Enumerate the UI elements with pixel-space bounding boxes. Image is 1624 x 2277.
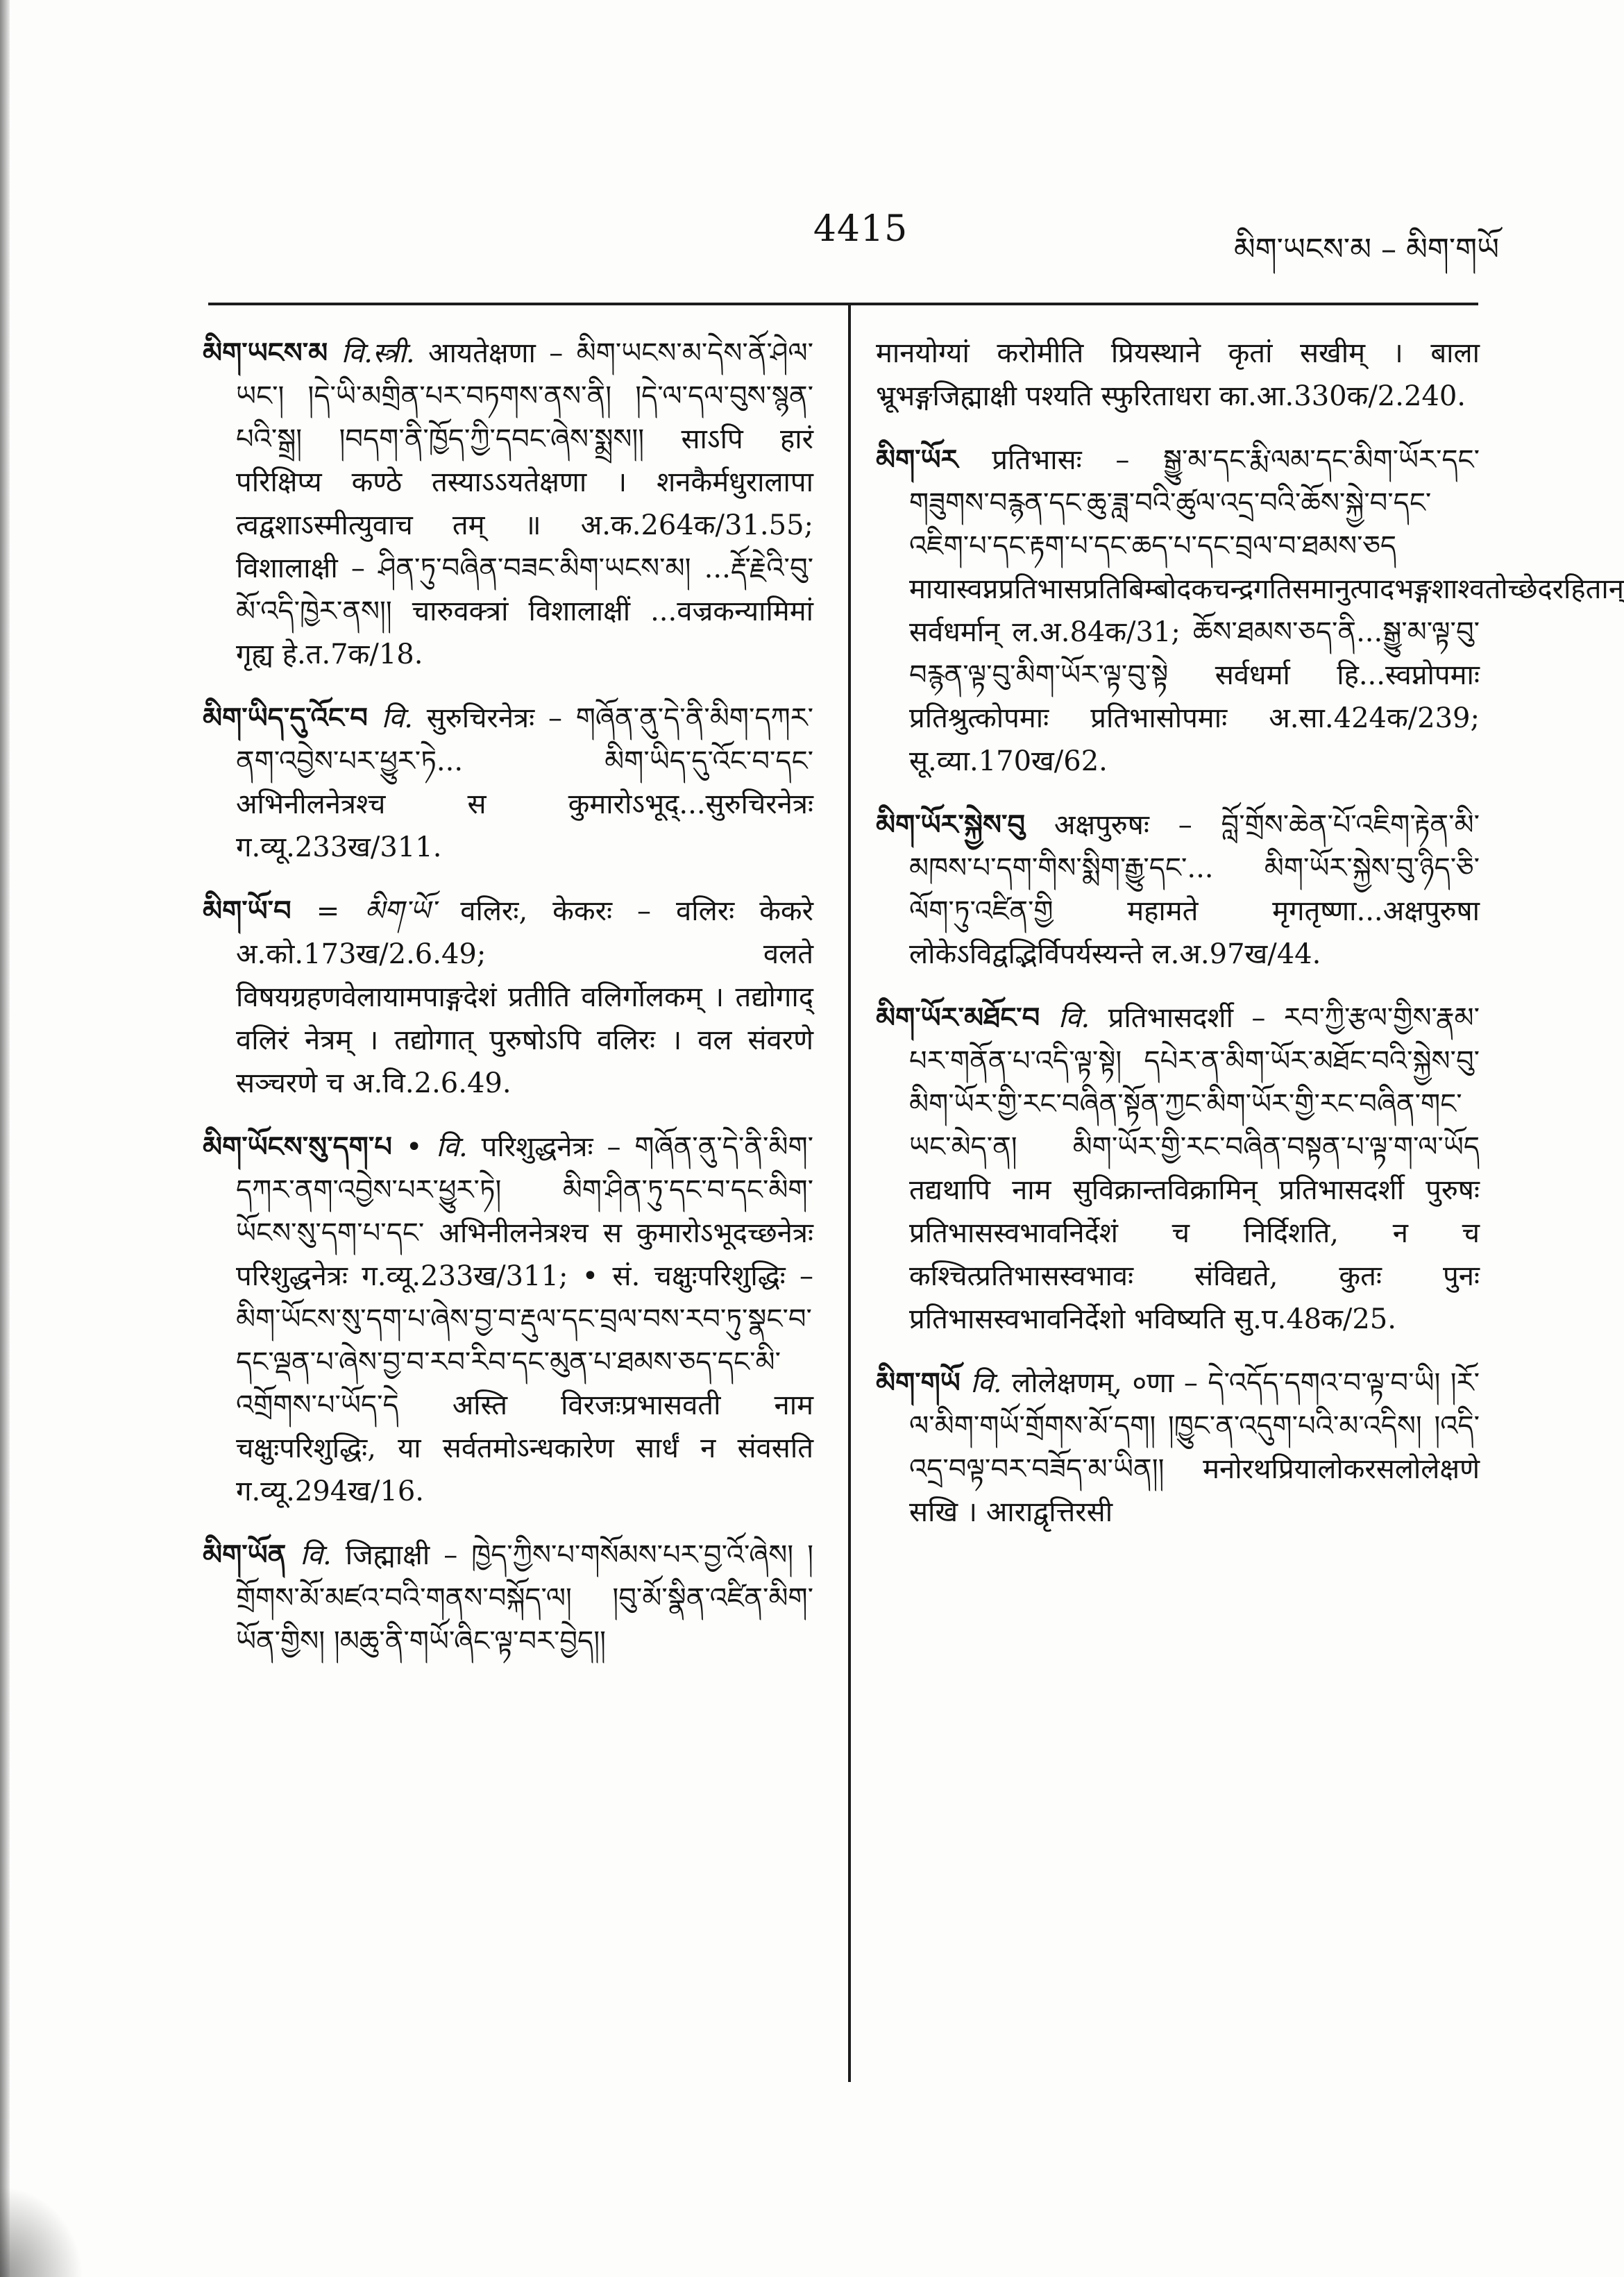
dictionary-entry [203, 890, 813, 1105]
right-column [876, 332, 1624, 2108]
dictionary-entry [876, 804, 1480, 976]
dictionary-entry [876, 439, 1624, 783]
entry-body: जिह्माक्षी – ཁྱེད་ཀྱིས་པ་གསོམས་པར་བྱ་འོ་ཞེས། །གྲོགས་མོ་མཛའ་བའི་གནས་བསྐོད་ལ། །བུ་མོ་སྣིན་འཛིན་མིག་ཡོན་གྱིས། །མཆུ་ནི་གཡོ་ཞིང་ལྟ་བར་བྱེད།། [236, 1539, 814, 1657]
running-head: མིག་ཡངས་མ – མིག་གཡོ [1233, 232, 1499, 267]
scan-corner-smudge [0, 2186, 83, 2277]
entry-grammar: वि. [1058, 1002, 1090, 1034]
left-column [203, 332, 813, 2108]
dictionary-entry [203, 697, 813, 869]
entry-body: प्रतिभासदर्शी – རབ་ཀྱི་རྩལ་གྱིས་རྣམ་པར་གནོན་པ་འདི་ལྟ་སྟེ། དཔེར་ན་མིག་ཡོར་མཐོང་བའི་སྐྱེས་བུ་མིག་ཡོར་གྱི་རང་བཞིན་སྟོན་ཀྱང་མིག་ཡོར་གྱི་རང་བཞིན་གང་ཡང་མེད་ན། མིག་ཡོར་གྱི་རང་བཞིན་བསྟན་པ་ལྟ་ག་ལ་ཡོད तद्यथापि नाम सुविक्रान्तविक्रामिन् प्रतिभासदर्शी पुरुषः प्रतिभासस्वभावनिर्देशं च निर्दिशति, न च कश्चित्प्रतिभासस्वभावः संविद्यते, कुतः पुनः प्रतिभासस्वभावनिर्देशो भविष्यति सु.प.48क/25. [909, 1002, 1480, 1335]
dictionary-entry [203, 1126, 813, 1513]
entry-grammar: वि. [970, 1367, 1002, 1399]
entry-grammar: वि. [381, 702, 413, 734]
dictionary-entry [876, 997, 1480, 1341]
entry-headword: མིག་ཡོར [876, 443, 958, 476]
entry-headword: མིག་ཡོངས་སུ་དག་པ [203, 1131, 392, 1163]
dictionary-entry [876, 1362, 1480, 1534]
entry-body: सुरुचिरनेत्रः – གཞོན་ནུ་དེ་ནི་མིག་དཀར་ནག་འབྱེས་པར་ཕྱུར་ཏེ... མིག་ཡིད་དུ་འོང་བ་དང་ अभिनीलनेत्रश्च स कुमारोऽभूद्...सुरुचिरनेत्रः ग.व्यू.233ख/311. [236, 702, 814, 863]
entry-headword: མིག་ཡོར་མཐོང་བ [876, 1001, 1040, 1034]
column-divider [848, 305, 851, 2082]
entry-body: अक्षपुरुषः – བློ་གྲོས་ཆེན་པོ་འཇིག་རྟེན་མི་མཁས་པ་དག་གིས་སྨིག་རྒྱུ་དང་... མིག་ཡོར་སྐྱེས་བུ་ཉིད་ཅི་ལོག་ཏུ་འཛིན་གྱི महामते मृगतृष्णा...अक्षपुरुषा लोकेऽविद्वद्भिर्विपर्यस्यन्ते ल.अ.97ख/44. [909, 809, 1480, 970]
dictionary-entry [203, 1534, 813, 1663]
entry-body: प्रतिभासः – སྒྱུ་མ་དང་རྨི་ལམ་དང་མིག་ཡོར་དང་གཟུགས་བརྙན་དང་ཆུ་ཟླ་བའི་ཚུལ་འདྲ་བའི་ཆོས་སྐྱེ་བ་དང་འཇིག་པ་དང་རྟག་པ་དང་ཆད་པ་དང་བྲལ་བ་ཐམས་ཅད मायास्वप्नप्रतिभासप्रतिबिम्बोदकचन्द्रगतिसमानुत्पादभङ्गशाश्वतोच्छेदरहितान् सर्वधर्मान् ल.अ.84क/31; ཆོས་ཐམས་ཅད་ནི...སྒྱུ་མ་ལྟ་བུ་བརྙན་ལྟ་བུ་མིག་ཡོར་ལྟ་བུ་སྟེ सर्वधर्मा हि...स्वप्नोपमाः प्रतिश्रुत्कोपमाः प्रतिभासोपमाः अ.सा.424क/239; सू.व्या.170ख/62. [909, 444, 1624, 777]
entry-body: परिशुद्धनेत्रः – གཞོན་ནུ་དེ་ནི་མིག་དཀར་ནག་འབྱེས་པར་ཕྱུར་ཏེ། མིག་ཤིན་ཏུ་དང་བ་དང་མིག་ཡོངས་སུ་དག་པ་དང་ अभिनीलनेत्रश्च स कुमारोऽभूदच्छनेत्रः परिशुद्धनेत्रः ग.व्यू.233ख/311; • सं. चक्षुःपरिशुद्धिः – མིག་ཡོངས་སུ་དག་པ་ཞེས་བྱ་བ་རྡུལ་དང་བྲལ་བས་རབ་ཏུ་སྣང་བ་དང་ལྡན་པ་ཞེས་བྱ་བ་རབ་རིབ་དང་མུན་པ་ཐམས་ཅད་དང་མི་འགྲོགས་པ་ཡོད་དེ अस्ति विरजःप्रभासवती नाम चक्षुःपरिशुद्धिः, या सर्वतमोऽन्धकारेण सार्धं न संवसति ग.व्यू.294ख/16. [236, 1131, 814, 1507]
entry-headword: མིག་ཡངས་མ [203, 337, 328, 369]
entry-grammar: • वि. [405, 1131, 468, 1163]
header-rule [208, 303, 1478, 305]
dictionary-entry-continuation [876, 332, 1480, 418]
entry-body: लोलेक्षणम्, ०णा – དེ་འདོད་དགའ་བ་ལྟ་བ་ཡི། །རོ་ལ་མིག་གཡོ་གྲོགས་མོ་དག། །ཁྱུང་ན་འདུག་པའི་མ་འདིས། །འདི་འདྲ་བལྟ་བར་བཟོད་མ་ཡིན།། मनोरथप्रियालोकरसलोलेक्षणे सखि । आराद्वृत्तिरसी [909, 1367, 1480, 1528]
entry-headword: མིག་ཡིད་དུ་འོང་བ [203, 702, 368, 734]
entry-body: मानयोग्यां करोमीति प्रियस्थाने कृतां सखीम् । बाला भ्रूभङ्गजिह्माक्षी पश्यति स्फुरिताधरा का.आ.330क/2.240. [876, 337, 1480, 412]
scan-edge-shadow [0, 0, 10, 2277]
entry-body: आयतेक्षणा – མིག་ཡངས་མ་དེས་ནོ་ཤེལ་ཡང་། །དེ་ཡི་མགྲིན་པར་བཏགས་ནས་ནི། །དེ་ལ་དལ་བུས་སྙན་པའི་སྒྲ། །བདག་ནི་ཁྱོད་ཀྱི་དབང་ཞེས་སྨྲས།། साऽपि हारं परिक्षिप्य कण्ठे तस्याऽऽयतेक्षणा । शनकैर्मधुरालापा त्वद्वशाऽस्मीत्युवाच तम् ॥ अ.क.264क/31.55; विशालाक्षी – ཤིན་ཏུ་བཞིན་བཟང་མིག་ཡངས་མ། ...རྡོ་རྗེའི་བུ་མོ་འདི་ཁྱེར་ནས།། चारुवक्त्रां विशालाक्षीं ...वज्रकन्यामिमां गृह्य हे.त.7क/18. [236, 337, 813, 670]
entry-grammar: वि. [300, 1539, 332, 1571]
page-number: 4415 [813, 208, 908, 250]
entry-headword: མིག་ཡོར་སྐྱེས་བུ [876, 809, 1025, 841]
entry-body: वलिरः, केकरः – वलिरः केकरे अ.को.173ख/2.6.49; वलते विषयग्रहणवेलायामपाङ्गदेशं प्रतीति वलिर्गोलकम् । तद्योगाद् वलिरं नेत्रम् । तद्योगात् पुरुषोऽपि वलिरः । वल संवरणे सञ्चरणे च अ.वि.2.6.49. [236, 895, 814, 1099]
entry-headword: མིག་གཡོ [876, 1366, 961, 1399]
entry-headword: མིག་ཡོན [203, 1539, 287, 1571]
entry-grammar: = མིག་ཡོ་ [316, 895, 436, 927]
entry-grammar: वि.स्त्री. [341, 337, 415, 369]
entry-headword: མིག་ཡོ་བ [203, 895, 291, 927]
dictionary-entry [203, 332, 813, 676]
